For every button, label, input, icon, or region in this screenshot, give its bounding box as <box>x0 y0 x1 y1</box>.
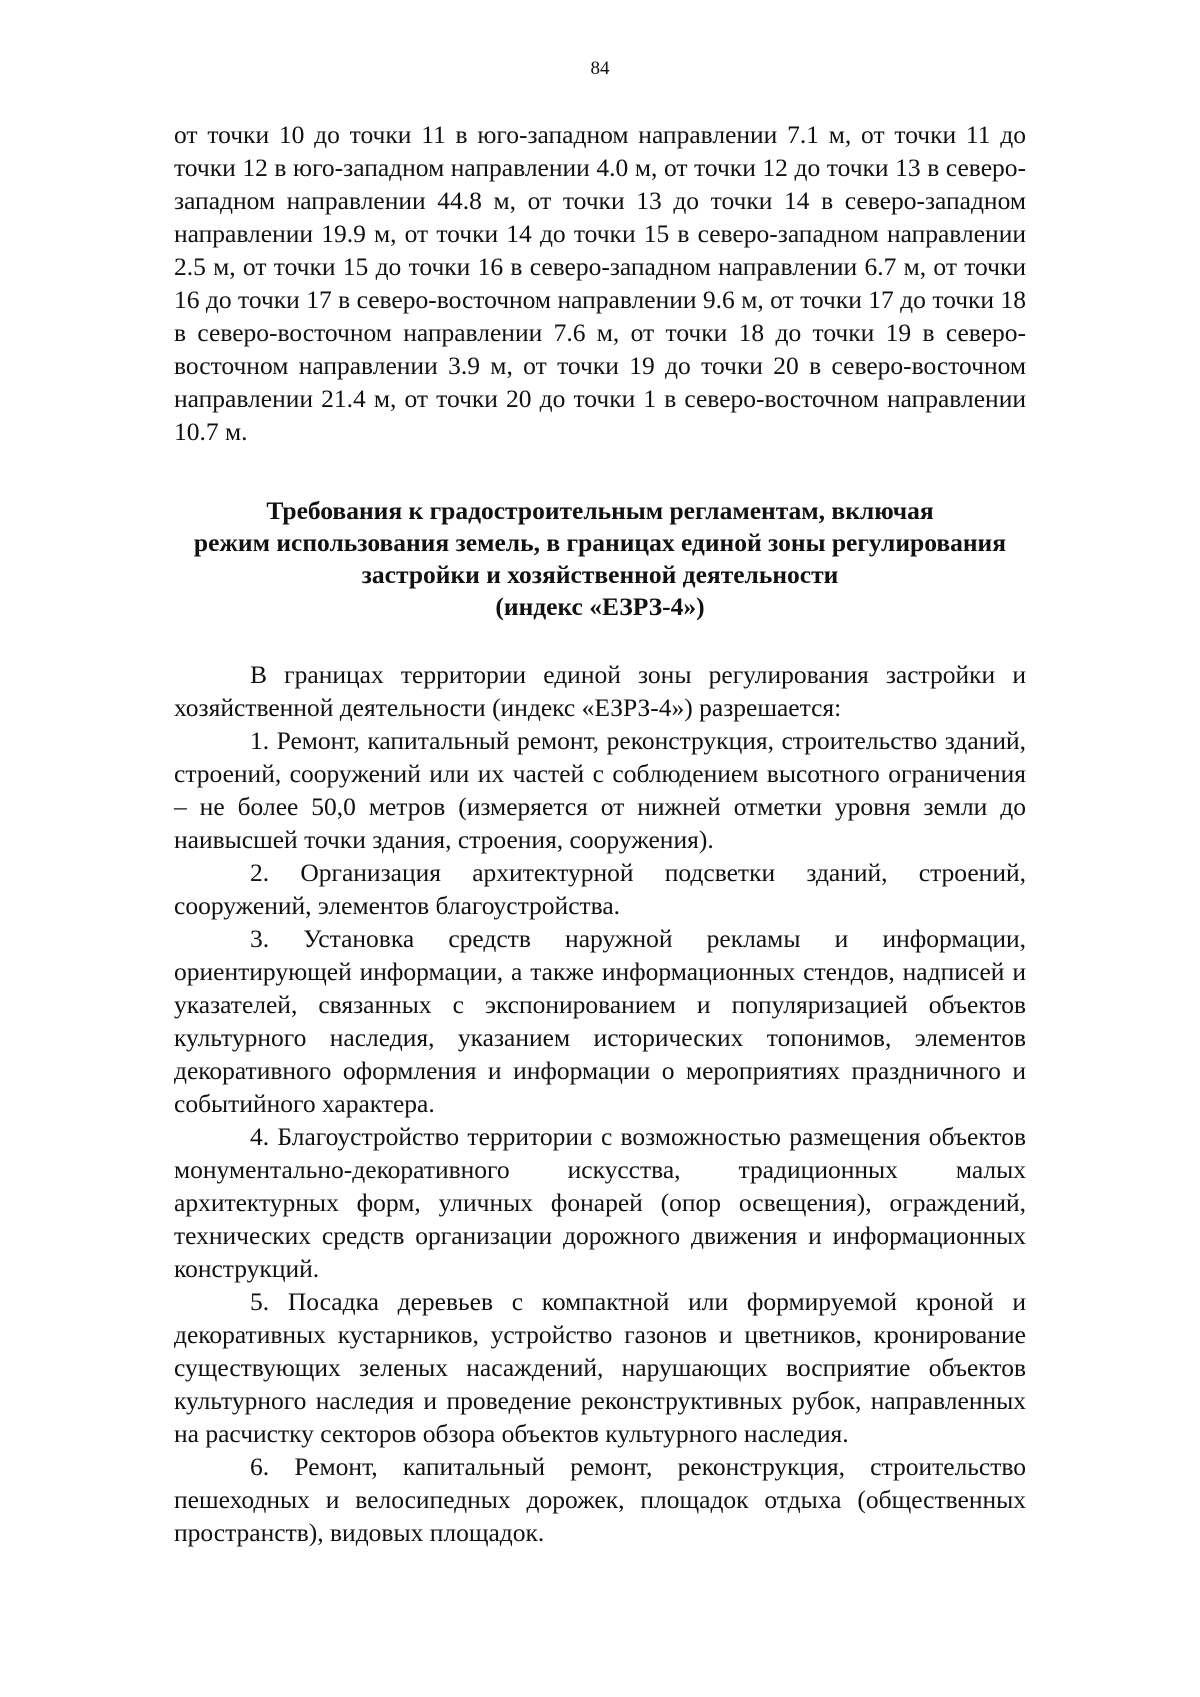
list-item-5: 5. Посадка деревьев с компактной или формируемой кроной и декоративных кустарников, устройство газонов и цветников, кронирование существующих зеленых насаждений, нарушающих восприятие объектов культурного наследия и проведение реконструктивных рубок, направленных на расчистку секторов обзора объектов культурного наследия. <box>174 1287 1026 1448</box>
section-heading-line-3: застройки и хозяйственной деятельности <box>361 560 839 589</box>
spacer <box>174 623 1026 658</box>
list-item-2: 2. Организация архитектурной подсветки зданий, строений, сооружений, элементов благоустройства. <box>174 858 1026 920</box>
list-item-3: 3. Установка средств наружной рекламы и информации, ориентирующей информации, а также информационных стендов, надписей и указателей, связанных с экспонированием и популяризацией объектов культурного наследия, указанием исторических топонимов, элементов декоративного оформления и информации о мероприятиях праздничного и событийного характера. <box>174 924 1026 1118</box>
list-item-6: 6. Ремонт, капитальный ремонт, реконструкция, строительство пешеходных и велосипедных дорожек, площадок отдыха (общественных пространств), видовых площадок. <box>174 1452 1026 1547</box>
section-heading-line-1: Требования к градостроительным регламентам, включая <box>266 496 934 525</box>
list-item-4: 4. Благоустройство территории с возможностью размещения объектов монументально-декоративного искусства, традиционных малых архитектурных форм, уличных фонарей (опор освещения), ограждений, технических средств организации дорожного движения и информационных конструкций. <box>174 1122 1026 1283</box>
page-number: 84 <box>590 58 610 79</box>
boundary-description-paragraph: от точки 10 до точки 11 в юго-западном направлении 7.1 м, от точки 11 до точки 12 в юго-западном направлении 4.0 м, от точки 12 до точки 13 в северо-западном направлении 44.8 м, от точки 13 до точки 14 в северо-западном направлении 19.9 м, от точки 14 до точки 15 в северо-западном направлении 2.5 м, от точки 15 до точки 16 в северо-западном направлении 6.7 м, от точки 16 до точки 17 в северо-восточном направлении 9.6 м, от точки 17 до точки 18 в северо-восточном направлении 7.6 м, от точки 18 до точки 19 в северо-восточном направлении 3.9 м, от точки 19 до точки 20 в северо-восточном направлении 21.4 м, от точки 20 до точки 1 в северо-восточном направлении 10.7 м. <box>174 120 1026 446</box>
section-heading <box>174 495 1026 623</box>
document-body <box>174 118 1026 1549</box>
list-item-1: 1. Ремонт, капитальный ремонт, реконструкция, строительство зданий, строений, сооружений или их частей с соблюдением высотного ограничения – не более 50,0 метров (измеряется от нижней отметки уровня земли до наивысшей точки здания, строения, сооружения). <box>174 726 1026 854</box>
lead-paragraph: В границах территории единой зоны регулирования застройки и хозяйственной деятельности (индекс «ЕЗРЗ-4») разрешается: <box>174 660 1026 722</box>
section-heading-line-2: режим использования земель, в границах единой зоны регулирования <box>193 528 1007 557</box>
section-heading-line-4: (индекс «ЕЗРЗ-4») <box>495 592 705 621</box>
